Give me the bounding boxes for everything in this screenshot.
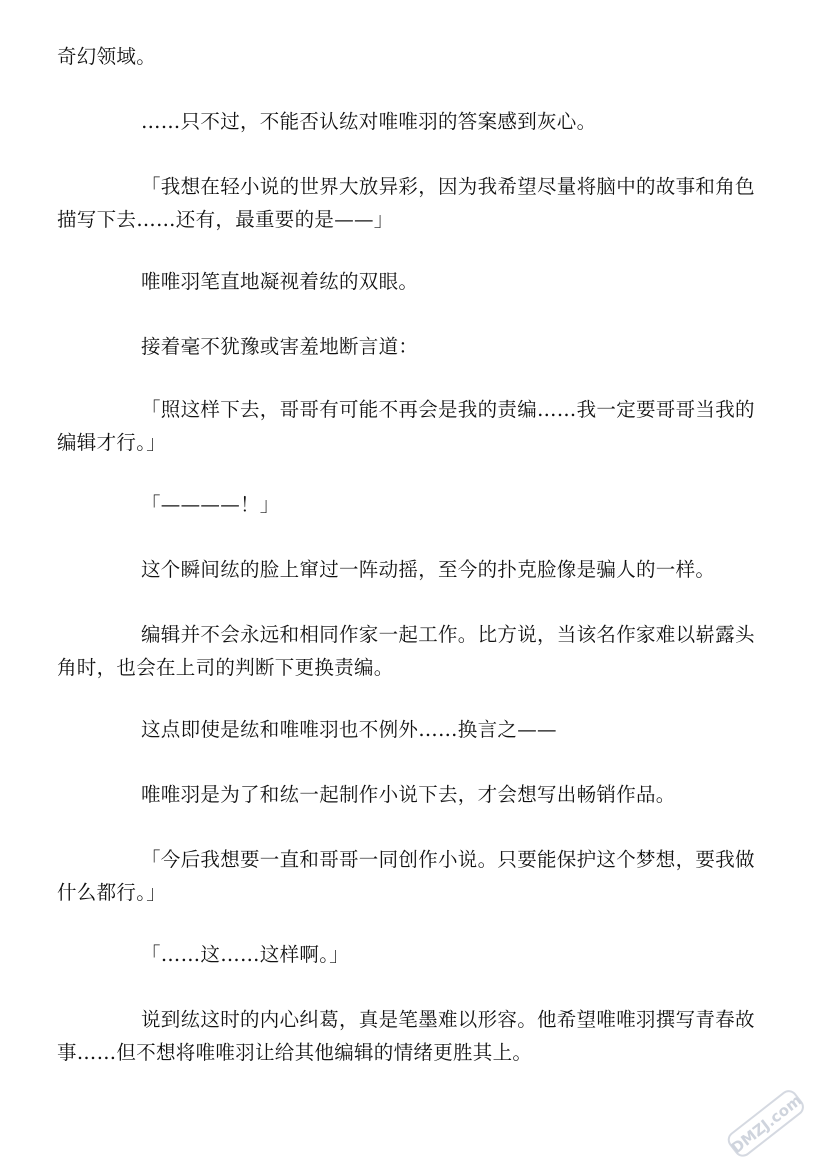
paragraph-8: 这个瞬间纮的脸上窜过一阵动摇，至今的扑克脸像是骗人的一样。 <box>141 558 716 581</box>
paragraph-7: 「————！」 <box>141 493 280 516</box>
paragraph-6: 「照这样下去，哥哥有可能不再会是我的责编……我一定要哥哥当我的编辑才行。」 <box>57 398 755 454</box>
paragraph-10: 这点即使是纮和唯唯羽也不例外……换言之—— <box>141 718 557 741</box>
svg-text:DMZJ.com: DMZJ.com <box>727 1091 806 1158</box>
paragraph-1: 奇幻领域。 <box>57 45 157 68</box>
paragraph-13: 「……这……这样啊。」 <box>141 943 350 966</box>
paragraph-9: 编辑并不会永远和相同作家一起工作。比方说，当该名作家难以崭露头角时，也会在上司的判断下更换责编。 <box>57 623 755 679</box>
paragraph-11: 唯唯羽是为了和纮一起制作小说下去，才会想写出畅销作品。 <box>141 783 676 806</box>
paragraph-12: 「今后我想要一直和哥哥一同创作小说。只要能保护这个梦想，要我做什么都行。」 <box>57 848 755 904</box>
paragraph-5: 接着毫不犹豫或害羞地断言道： <box>141 335 419 358</box>
paragraph-2: ……只不过，不能否认纮对唯唯羽的答案感到灰心。 <box>141 110 597 133</box>
site-watermark-logo <box>716 1082 816 1162</box>
paragraph-3: 「我想在轻小说的世界大放异彩，因为我希望尽量将脑中的故事和角色描写下去……还有，最重要的是——」 <box>57 175 755 231</box>
paragraph-4: 唯唯羽笔直地凝视着纮的双眼。 <box>141 270 419 293</box>
paragraph-14: 说到纮这时的内心纠葛，真是笔墨难以形容。他希望唯唯羽撰写青春故事……但不想将唯唯羽让给其他编辑的情绪更胜其上。 <box>57 1008 755 1064</box>
